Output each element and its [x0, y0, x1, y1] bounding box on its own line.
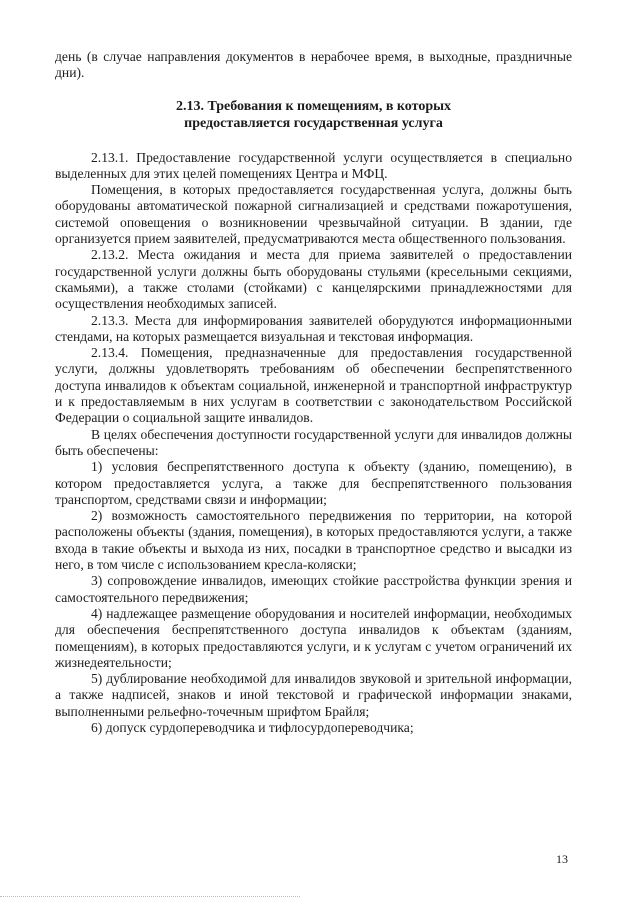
paragraph-2-13-1: 2.13.1. Предоставление государственной услуги осуществляется в специально выделенных для этих целей помещениях Центра и МФЦ.: [55, 149, 572, 181]
section-heading: [55, 98, 572, 132]
section-heading-line-1: 2.13. Требования к помещениям, в которых: [175, 98, 452, 114]
paragraph-2-13-4: 2.13.4. Помещения, предназначенные для предоставления государственной услуги, должны удовлетворять требованиям об обеспечении беспрепятственного доступа инвалидов к объектам социальной, инженерной и транспортной инфраструктур и к предоставляемым в них услугам в соответствии с законодательством Российской Федерации о социальной защите инвалидов.: [55, 345, 572, 426]
page-body: [55, 49, 572, 736]
list-item-5: 5) дублирование необходимой для инвалидов звуковой и зрительной информации, а также надписей, знаков и иной текстовой и графической информации знаками, выполненными рельефно-точечным шрифтом Брайля;: [55, 671, 572, 719]
paragraph-2-13-3: 2.13.3. Места для информирования заявителей оборудуются информационными стендами, на которых размещается визуальная и текстовая информация.: [55, 312, 572, 344]
page-number: 13: [556, 852, 568, 866]
paragraph-2-13-2: 2.13.2. Места ожидания и места для приема заявителей о предоставлении государственной услуги должны быть оборудованы стульями (кресельными секциями, скамьями), а также столами (стойками) с канцелярскими принадлежностями для осуществления необходимых записей.: [55, 247, 572, 312]
list-item-4: 4) надлежащее размещение оборудования и носителей информации, необходимых для обеспечения беспрепятственного доступа инвалидов к объектам (зданиям, помещениям), в которых предоставляются услуги, и к услугам с учетом ограничений их жизнедеятельности;: [55, 605, 572, 670]
intro-paragraph: день (в случае направления документов в нерабочее время, в выходные, праздничные дни).: [55, 49, 572, 81]
paragraph-premises-equipment: Помещения, в которых предоставляется государственная услуга, должны быть оборудованы автоматической пожарной сигнализацией и средствами пожаротушения, системой оповещения о возникновении чрезвычайной ситуации. В здании, где организуется прием заявителей, предусматриваются места общественного пользования.: [55, 182, 572, 247]
section-heading-line-2: предоставляется государственная услуга: [184, 115, 443, 131]
list-item-2: 2) возможность самостоятельного передвижения по территории, на которой расположены объекты (здания, помещения), в которых предоставляются услуги, а также входа в такие объекты и выхода из них, посадки в транспортное средство и высадки из него, в том числе с использованием кресла-коляски;: [55, 508, 572, 573]
list-item-3: 3) сопровождение инвалидов, имеющих стойкие расстройства функции зрения и самостоятельного передвижения;: [55, 573, 572, 605]
list-item-6: 6) допуск сурдопереводчика и тифлосурдопереводчика;: [91, 719, 414, 735]
scan-artifact: [0, 896, 300, 899]
list-item-1: 1) условия беспрепятственного доступа к объекту (зданию, помещению), в котором предоставляется услуга, а также для беспрепятственного пользования транспортом, средствами связи и информации;: [55, 459, 572, 507]
paragraph-accessibility-intro: В целях обеспечения доступности государственной услуги для инвалидов должны быть обеспечены:: [55, 426, 572, 458]
